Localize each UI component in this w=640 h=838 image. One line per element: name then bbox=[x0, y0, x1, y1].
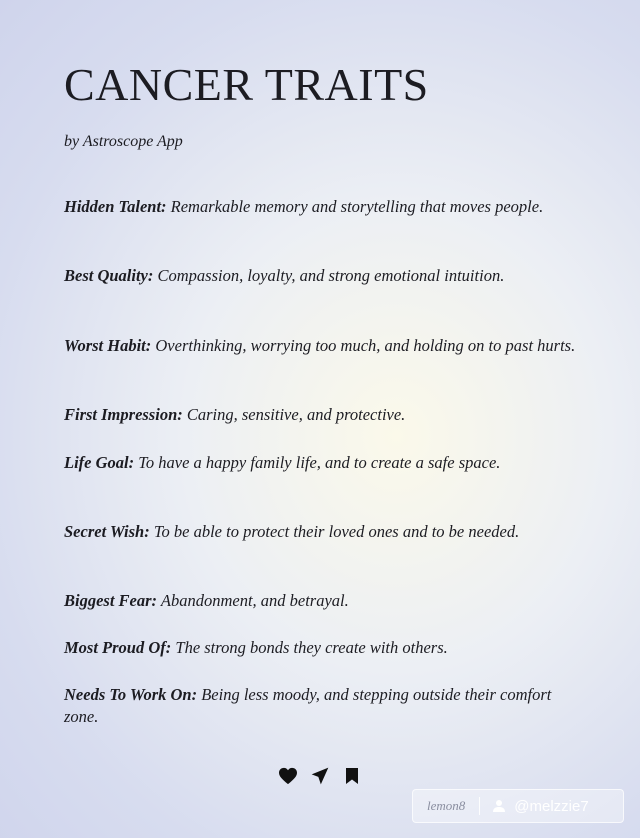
send-icon[interactable] bbox=[310, 766, 330, 786]
trait-value: Compassion, loyalty, and strong emotional intuition. bbox=[153, 266, 505, 285]
trait-worst-habit bbox=[64, 335, 584, 357]
trait-value: Being less moody, and stepping outside their comfort zone. bbox=[64, 685, 552, 726]
trait-label: Biggest Fear: bbox=[64, 591, 158, 610]
trait-label: Worst Habit: bbox=[64, 336, 152, 355]
trait-value: Remarkable memory and storytelling that moves people. bbox=[166, 197, 544, 216]
bookmark-icon[interactable] bbox=[342, 766, 362, 786]
lemon8-logo: lemon8 bbox=[427, 798, 466, 813]
trait-label: Life Goal: bbox=[64, 453, 135, 472]
trait-secret-wish bbox=[64, 521, 584, 543]
trait-label: Hidden Talent: bbox=[64, 197, 167, 216]
trait-label: Secret Wish: bbox=[64, 522, 150, 541]
divider bbox=[479, 797, 480, 815]
trait-value: Abandonment, and betrayal. bbox=[157, 591, 349, 610]
heart-icon[interactable] bbox=[278, 766, 298, 786]
action-bar bbox=[278, 766, 362, 786]
trait-life-goal bbox=[64, 452, 584, 474]
trait-label: Most Proud Of: bbox=[64, 638, 172, 657]
username: @melzzie7 bbox=[514, 797, 589, 815]
trait-needs-to-work-on bbox=[64, 684, 584, 728]
trait-label: Best Quality: bbox=[64, 266, 154, 285]
byline: by Astroscope App bbox=[64, 133, 183, 150]
trait-value: To have a happy family life, and to create a safe space. bbox=[134, 453, 501, 472]
trait-label: First Impression: bbox=[64, 405, 183, 424]
trait-value: The strong bonds they create with others. bbox=[171, 638, 448, 657]
trait-label: Needs To Work On: bbox=[64, 685, 198, 704]
trait-value: To be able to protect their loved ones and to be needed. bbox=[149, 522, 520, 541]
user-icon bbox=[492, 799, 506, 813]
trait-first-impression bbox=[64, 404, 584, 426]
trait-most-proud-of bbox=[64, 637, 584, 659]
trait-biggest-fear bbox=[64, 590, 584, 612]
trait-value: Overthinking, worrying too much, and holding on to past hurts. bbox=[151, 336, 576, 355]
trait-best-quality bbox=[64, 265, 584, 287]
trait-hidden-talent bbox=[64, 196, 584, 218]
trait-value: Caring, sensitive, and protective. bbox=[182, 405, 406, 424]
watermark-badge bbox=[412, 789, 624, 823]
page-title: CANCER TRAITS bbox=[64, 59, 429, 110]
